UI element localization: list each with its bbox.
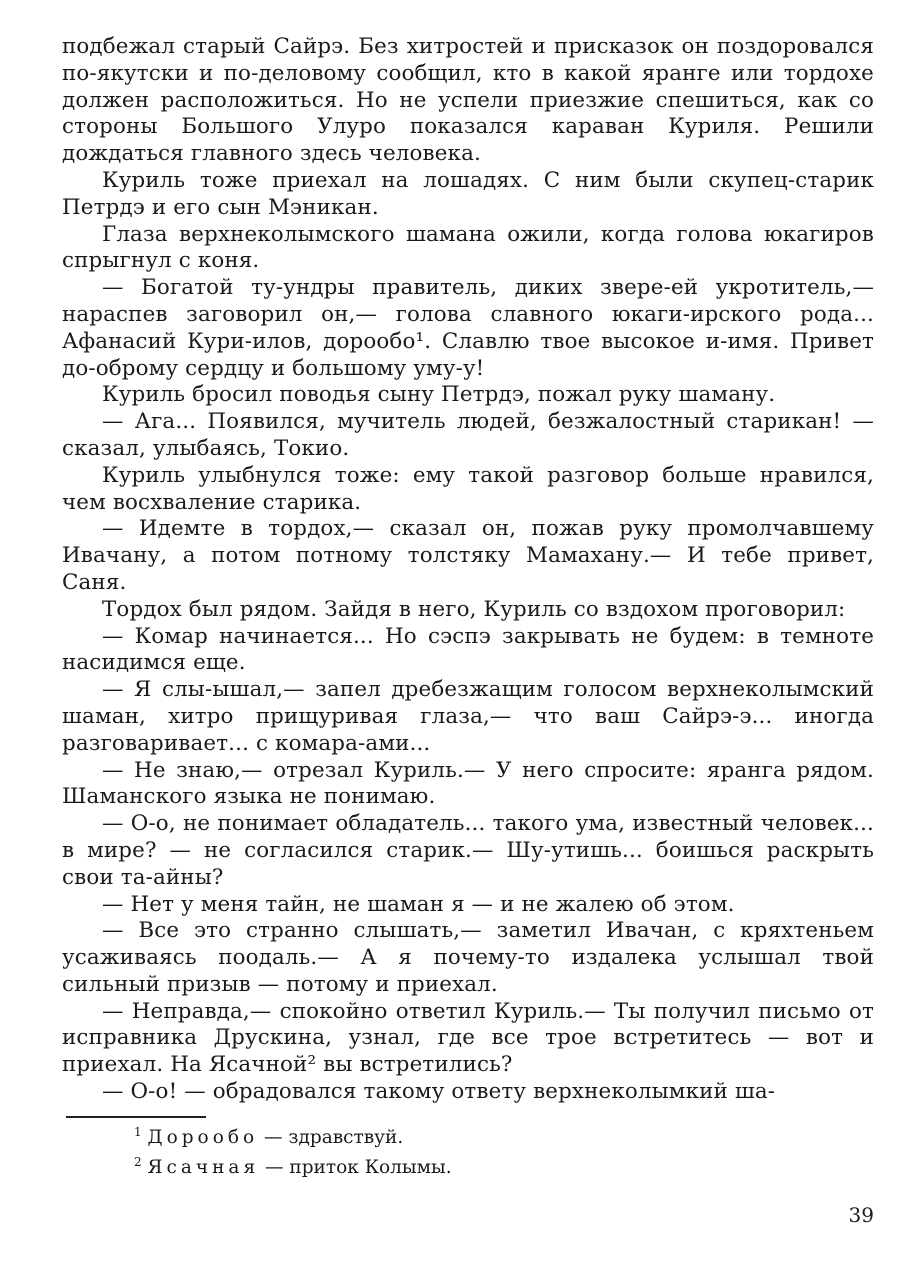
- paragraph: Куриль тоже приехал на лошадях. С ним были скупец-старик Петрдэ и его сын Мэникан.: [62, 167, 874, 220]
- footnote-term: Ясачная: [147, 1157, 260, 1179]
- paragraph: — Идемте в тордох,— сказал он, пожав руку промолчавшему Ивачану, а потом потному толстяку Мамахану.— И тебе привет, Саня.: [62, 516, 874, 595]
- footnote-mark: 1: [134, 1124, 142, 1139]
- footnote-1: [62, 1120, 874, 1150]
- paragraph: Куриль бросил поводья сыну Петрдэ, пожал руку шаману.: [102, 382, 776, 408]
- page-body: [62, 34, 874, 1180]
- paragraph: — О-о! — обрадовался такому ответу верхнеколымкий ша-: [102, 1079, 776, 1105]
- footnote-mark: 2: [134, 1155, 142, 1170]
- paragraph: Тордох был рядом. Зайдя в него, Куриль со вздохом проговорил:: [102, 596, 846, 622]
- paragraph: — Я слы-ышал,— запел дребезжащим голосом верхнеколымский шаман, хитро прищуривая глаза,— что ваш Сайрэ-э... иногда разговаривает... с комара-ами...: [62, 677, 874, 756]
- footnote-text: — приток Колымы.: [259, 1157, 452, 1179]
- paragraph: — Ага... Появился, мучитель людей, безжалостный старикан! — сказал, улыбаясь, Токио.: [62, 409, 874, 461]
- footnote-term: Дорообо: [147, 1127, 259, 1149]
- footnote-text: — здравствуй.: [258, 1127, 404, 1149]
- paragraph: — Не знаю,— отрезал Куриль.— У него спросите: яранга рядом. Шаманского языка не понимаю.: [62, 757, 874, 810]
- paragraph: подбежал старый Сайрэ. Без хитростей и присказок он поздоровался по-якутски и по-деловому сообщил, кто в какой яранге или тордохе должен расположиться. Но не успели приезжие спешиться, как со стороны Большого Улуро показался караван Куриля. Решили дождаться главного здесь человека.: [62, 34, 874, 167]
- page-number: 39: [848, 1203, 874, 1227]
- paragraph: — Комар начинается... Но сэспэ закрывать не будем: в темноте насидимся еще.: [62, 623, 874, 676]
- paragraph: Глаза верхнеколымского шамана ожили, когда голова юкагиров спрыгнул с коня.: [62, 221, 874, 274]
- paragraph: — О-о, не понимает обладатель... такого ума, известный человек... в мире? — не согласился старик.— Шу-утишь... боишься раскрыть свои та-айны?: [62, 811, 874, 890]
- paragraph: — Нет у меня тайн, не шаман я — и не жалею об этом.: [102, 891, 735, 917]
- paragraph: — Все это странно слышать,— заметил Ивачан, с кряхтеньем усаживаясь поодаль.— А я почему-то издалека услышал твой сильный призыв — потому и приехал.: [62, 918, 874, 997]
- paragraph: — Богатой ту-ундры правитель, диких звере-ей укротитель,— нараспев заговорил он,— голова славного юкаги-ирского рода... Афанасий Кури-илов, дорообо¹. Славлю твое высокое и-имя. Привет до-оброму сердцу и большому уму-у!: [62, 275, 874, 381]
- paragraph: — Неправда,— спокойно ответил Куриль.— Ты получил письмо от исправника Друскина, узнал, где все трое встретитесь — вот и приехал. На Ясачной² вы встретились?: [62, 998, 874, 1078]
- footnote-2: [62, 1150, 874, 1180]
- paragraph: Куриль улыбнулся тоже: ему такой разговор больше нравился, чем восхваление старика.: [62, 462, 874, 515]
- footnote-divider: [66, 1116, 206, 1118]
